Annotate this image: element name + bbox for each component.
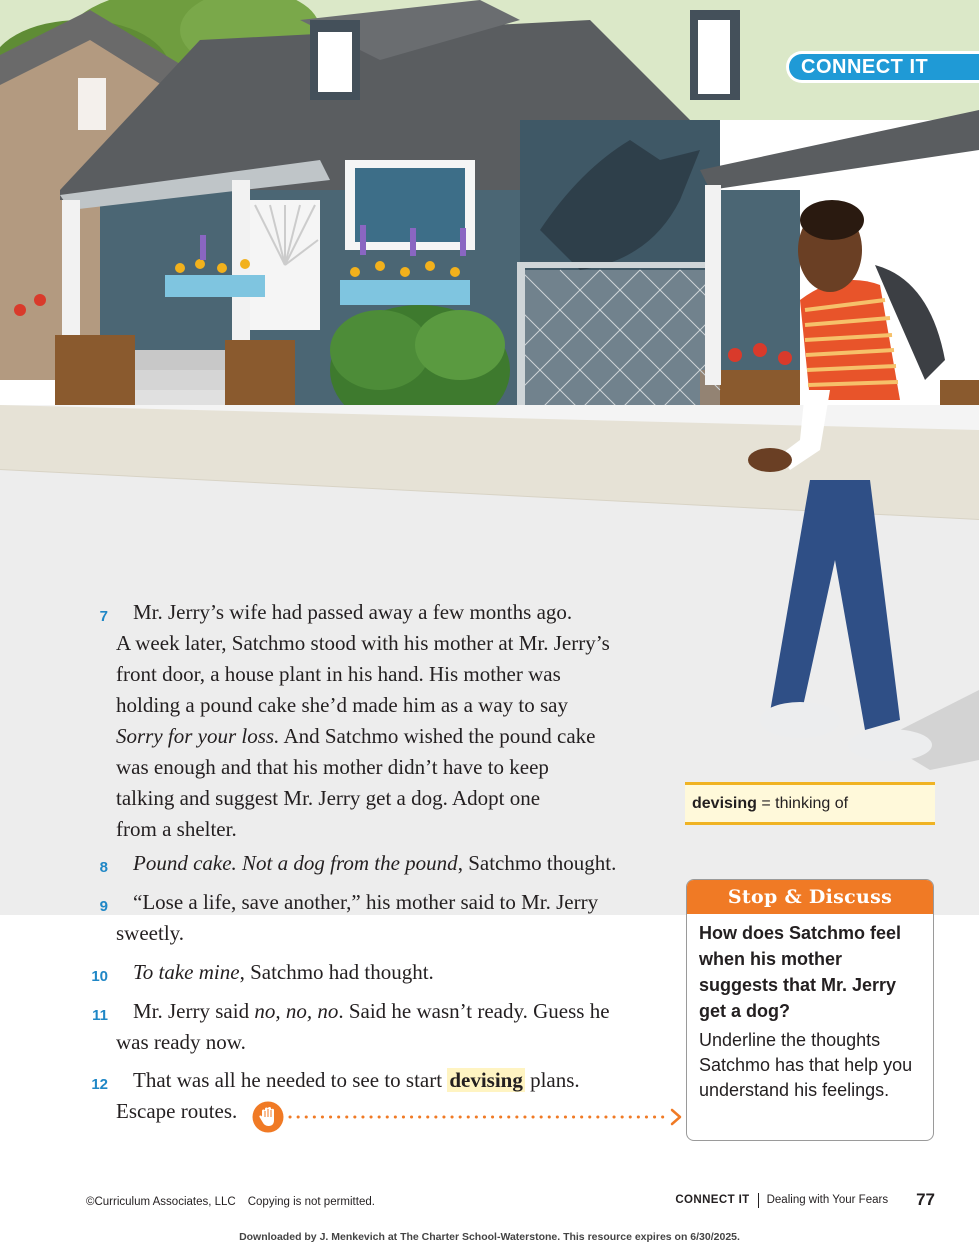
raised-hand-icon: [252, 1101, 284, 1133]
para12-line-2: Escape routes.: [116, 1099, 238, 1123]
stop-discuss-title: Stop & Discuss: [687, 880, 933, 914]
para8-text: , Satchmo thought.: [457, 851, 617, 875]
paragraph-11: [116, 996, 656, 1058]
stop-discuss-box: [686, 879, 934, 1141]
footer-divider: [758, 1193, 759, 1208]
glossary-equals: =: [756, 795, 776, 812]
footer-right: [675, 1190, 935, 1210]
para7-line-5: [116, 721, 656, 752]
series-name: CONNECT IT: [675, 1194, 750, 1206]
vocab-word-devising[interactable]: devising: [449, 1068, 523, 1092]
para7-line-6: was enough and that his mother didn’t have to keep: [116, 755, 549, 779]
paragraph-number-12: 12: [91, 1076, 108, 1093]
page-number: 77: [916, 1190, 935, 1209]
para10-italic: To take mine: [133, 960, 240, 984]
paragraph-number-7: 7: [99, 608, 108, 625]
para9-line-2: sweetly.: [116, 921, 185, 945]
para11-line-2: was ready now.: [116, 1030, 246, 1054]
paragraph-number-10: 10: [91, 968, 108, 985]
paragraph-7: [116, 597, 656, 845]
para11-italic: no, no, no: [254, 999, 339, 1023]
paragraph-number-9: 9: [99, 898, 108, 915]
para7-line-8: from a shelter.: [116, 817, 237, 841]
paragraph-10: [116, 957, 656, 988]
para12-before: That was all he needed to see to start: [133, 1068, 448, 1092]
glossary-word: devising: [692, 795, 757, 812]
unit-title: Dealing with Your Fears: [766, 1194, 889, 1206]
paragraph-8: [116, 848, 656, 879]
glossary-box: [685, 782, 935, 825]
dotted-connector-arrow: [286, 1108, 686, 1126]
para7-line-3: front door, a house plant in his hand. His mother was: [116, 662, 561, 686]
para8-italic: Pound cake. Not a dog from the pound: [133, 851, 458, 875]
stop-discuss-question: How does Satchmo feel when his mother suggests that Mr. Jerry get a dog?: [699, 923, 902, 1021]
paragraph-number-8: 8: [99, 859, 108, 876]
download-notice: Downloaded by J. Menkevich at The Charter School-Waterstone. This resource expires on 6/30/2025.: [239, 1231, 740, 1243]
paragraph-number-11: 11: [92, 1007, 108, 1024]
para7-italic-phrase: Sorry for your loss.: [116, 724, 280, 748]
footer-left: [86, 1196, 375, 1208]
para7-line-7: talking and suggest Mr. Jerry get a dog. Adopt one: [116, 786, 541, 810]
copy-notice: Copying is not permitted.: [247, 1196, 375, 1208]
connect-it-badge: CONNECT IT: [786, 51, 979, 83]
para7-line-4: holding a pound cake she’d made him as a way to say: [116, 693, 568, 717]
para7-line-1: Mr. Jerry’s wife had passed away a few months ago.: [133, 600, 573, 624]
stop-discuss-instruction: Underline the thoughts Satchmo has that help you understand his feelings.: [699, 1030, 913, 1100]
para12-after: plans.: [524, 1068, 580, 1092]
glossary-definition: thinking of: [775, 795, 849, 812]
para11-before: Mr. Jerry said: [133, 999, 255, 1023]
para7-line-2: A week later, Satchmo stood with his mother at Mr. Jerry’s: [116, 631, 610, 655]
para11-after: . Said he wasn’t ready. Guess he: [338, 999, 610, 1023]
para7-line-5-rest: And Satchmo wished the pound cake: [279, 724, 596, 748]
para10-text: , Satchmo had thought.: [239, 960, 434, 984]
copyright: ©Curriculum Associates, LLC: [86, 1196, 236, 1208]
paragraph-9: [116, 887, 656, 949]
para9-line-1: “Lose a life, save another,” his mother said to Mr. Jerry: [133, 890, 599, 914]
